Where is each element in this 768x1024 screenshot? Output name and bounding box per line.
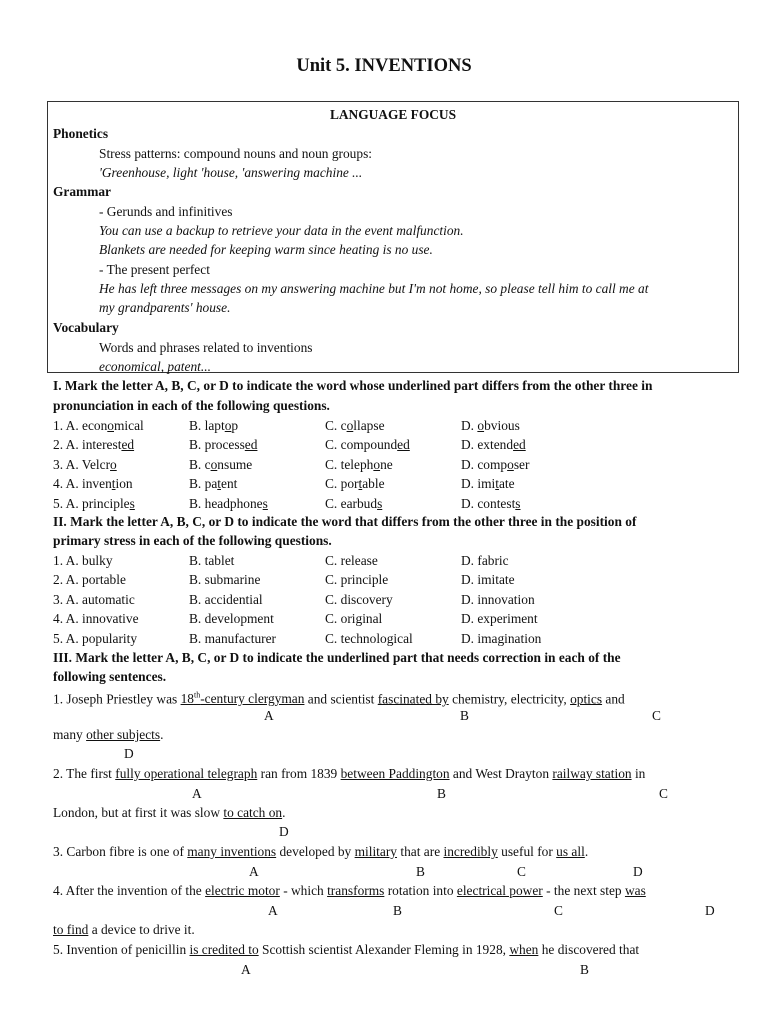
pronunciation-option: D. extended (461, 437, 526, 453)
sentence-2-cont: London, but at first it was slow to catch on. (53, 805, 286, 820)
stress-option: D. imitate (461, 572, 515, 588)
phonetics-example: 'Greenhouse, light 'house, 'answering machine ... (99, 165, 363, 180)
pronunciation-option: D. contests (461, 495, 521, 511)
section3-heading: following sentences. (53, 669, 167, 684)
focus-heading: LANGUAGE FOCUS (329, 107, 457, 122)
sentence-2: 2. The first fully operational telegraph ran from 1839 between Paddington and West Drayton railway station in (53, 766, 646, 781)
pronunciation-option: C. collapse (325, 418, 385, 433)
stress-option: 3. A. automatic (53, 591, 135, 607)
pronunciation-option: B. laptop (189, 418, 239, 433)
grammar-label: Grammar (53, 184, 112, 199)
pronunciation-option: B. processed (189, 437, 258, 453)
pronunciation-option: D. imitate (461, 476, 515, 492)
section1-heading: pronunciation in each of the following questions. (53, 398, 330, 413)
sentence-3: 3. Carbon fibre is one of many inventions developed by military that are incredibly useful for us all. (53, 844, 589, 859)
pronunciation-option: B. headphones (189, 495, 268, 511)
stress-option: B. accidential (189, 591, 263, 607)
pronunciation-option: D. composer (461, 456, 530, 472)
option-letter-b: B (580, 962, 589, 977)
vocabulary-line: Words and phrases related to inventions (99, 340, 313, 355)
grammar-item: - Gerunds and infinitives (99, 204, 233, 219)
option-letter-d: D (705, 903, 715, 918)
option-letter-b: B (393, 903, 402, 918)
sentence-4-cont: to find a device to drive it. (53, 922, 195, 937)
pronunciation-option: B. patent (189, 476, 238, 492)
option-letter-a: A (192, 786, 202, 801)
option-letter-c: C (652, 708, 661, 723)
stress-option: B. development (189, 611, 274, 627)
sentence-5: 5. Invention of penicillin is credited to Scottish scientist Alexander Fleming in 1928, when he discovered that (53, 942, 640, 957)
grammar-example: He has left three messages on my answering machine but I'm not home, so please tell him to call me at (99, 281, 649, 296)
stress-option: 5. A. popularity (53, 630, 138, 646)
stress-option: D. fabric (461, 553, 509, 568)
pronunciation-option: 4. A. invention (53, 476, 133, 492)
grammar-example: Blankets are needed for keeping warm since heating is no use. (99, 242, 433, 257)
stress-option: 2. A. portable (53, 572, 126, 588)
section2-heading: II. Mark the letter A, B, C, or D to indicate the word that differs from the other three in the position of (53, 514, 637, 529)
stress-option: D. experiment (461, 611, 538, 627)
grammar-example: You can use a backup to retrieve your data in the event malfunction. (99, 223, 464, 238)
stress-option: C. principle (325, 572, 389, 588)
sentence-4: 4. After the invention of the electric motor - which transforms rotation into electrical power - the next step was (53, 883, 646, 898)
pronunciation-option: 5. A. principles (53, 495, 135, 511)
vocabulary-label: Vocabulary (53, 320, 119, 335)
stress-option: B. manufacturer (189, 630, 276, 646)
pronunciation-option: B. consume (189, 456, 253, 472)
pronunciation-option: 3. A. Velcro (53, 456, 117, 472)
phonetics-line: Stress patterns: compound nouns and noun groups: (99, 146, 372, 161)
option-letter-d: D (279, 824, 289, 839)
pronunciation-option: 1. A. economical (53, 418, 144, 433)
stress-option: D. imagination (461, 630, 542, 646)
sentence-1: 1. Joseph Priestley was 18th-century clergyman and scientist fascinated by chemistry, electricity, optics and (53, 691, 625, 707)
option-letter-b: B (460, 708, 469, 723)
option-letter-c: C (659, 786, 668, 801)
section1-heading: I. Mark the letter A, B, C, or D to indicate the word whose underlined part differs from the other three in (53, 378, 653, 393)
vocabulary-example: economical, patent... (99, 359, 211, 374)
option-letter-b: B (437, 786, 446, 801)
page-title: Unit 5. INVENTIONS (296, 56, 472, 76)
option-letter-b: B (416, 864, 425, 879)
section3-heading: III. Mark the letter A, B, C, or D to indicate the underlined part that needs correction in each of the (53, 650, 621, 665)
option-letter-c: C (554, 903, 563, 918)
option-letter-d: D (124, 746, 134, 761)
stress-option: B. submarine (189, 572, 261, 588)
option-letter-a: A (241, 962, 251, 977)
language-focus-box (47, 101, 739, 373)
stress-option: C. release (325, 553, 378, 568)
stress-option: C. discovery (325, 591, 393, 607)
stress-option: B. tablet (189, 553, 235, 568)
pronunciation-option: C. telephone (325, 456, 393, 472)
grammar-item: - The present perfect (99, 262, 210, 277)
sentence-1-cont: many other subjects. (53, 727, 164, 742)
option-letter-c: C (517, 864, 526, 879)
pronunciation-option: C. earbuds (325, 495, 383, 511)
grammar-example: my grandparents' house. (99, 300, 231, 315)
pronunciation-option: C. portable (325, 476, 385, 492)
stress-option: C. technological (325, 630, 413, 646)
section2-heading: primary stress in each of the following questions. (53, 533, 332, 548)
stress-option: C. original (325, 611, 383, 627)
pronunciation-option: C. compounded (325, 437, 410, 453)
pronunciation-option: 2. A. interested (53, 437, 135, 453)
stress-option: 1. A. bulky (53, 553, 113, 568)
option-letter-a: A (268, 903, 278, 918)
option-letter-a: A (249, 864, 259, 879)
phonetics-label: Phonetics (53, 126, 109, 141)
stress-option: D. innovation (461, 591, 535, 607)
option-letter-d: D (633, 864, 643, 879)
stress-option: 4. A. innovative (53, 611, 139, 627)
pronunciation-option: D. obvious (461, 418, 520, 433)
option-letter-a: A (264, 708, 274, 723)
